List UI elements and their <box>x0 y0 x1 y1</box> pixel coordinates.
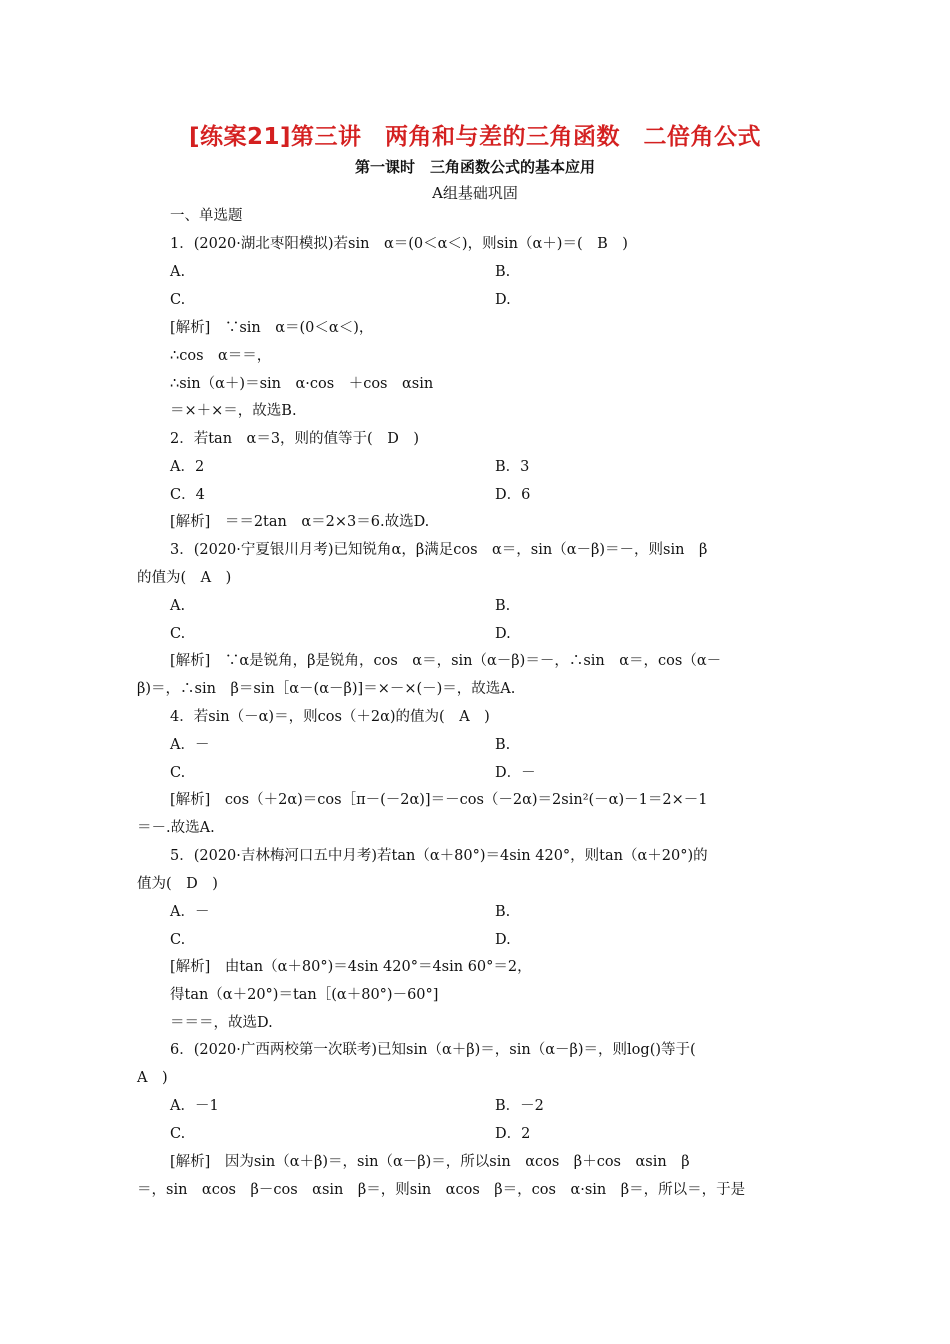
solution-line: [解析] 由tan（α＋80°)＝4sin 420°＝4sin 60°＝2， <box>170 959 532 975</box>
option-d: D．6 <box>495 487 531 503</box>
option-a: A．2 <box>170 459 205 475</box>
page-title: [练案21]第三讲 两角和与差的三角函数 二倍角公式 <box>188 124 762 150</box>
option-d: D．－ <box>495 765 536 781</box>
solution-line: [解析] ∵sin α＝(0＜α＜)， <box>170 320 374 336</box>
question-6: 6．(2020·广西两校第一次联考)已知sin（α＋β)＝，sin（α－β)＝，则log()等于( <box>170 1042 696 1058</box>
option-a: A. <box>170 264 186 280</box>
question-4: 4．若sin（－α)＝，则cos（＋2α)的值为( A ) <box>170 709 490 725</box>
solution-line: ∴sin（α＋)＝sin α·cos ＋cos αsin <box>170 376 434 392</box>
page-subtitle: 第一课时 三角函数公式的基本应用 <box>354 158 595 176</box>
option-d: D. <box>495 292 511 308</box>
option-b: B. <box>495 737 511 753</box>
solution-line: [解析] cos（＋2α)＝cos［π－(－2α)]＝－cos（－2α)＝2sin²(－α)－1＝2×－1 <box>170 792 708 808</box>
option-a: A．－ <box>170 737 210 753</box>
option-a: A. <box>170 598 186 614</box>
option-c: C. <box>170 292 186 308</box>
option-c: C. <box>170 626 186 642</box>
option-d: D. <box>495 932 511 948</box>
solution-line: ＝×＋×＝，故选B. <box>170 403 297 419</box>
solution-line: ＝－.故选A. <box>137 820 215 836</box>
option-b: B. <box>495 264 511 280</box>
question-3: 3．(2020·宁夏银川月考)已知锐角α，β满足cos α＝，sin（α－β)＝－，则sin β <box>170 542 708 558</box>
option-b: B. <box>495 904 511 920</box>
solution-line: ＝＝＝，故选D. <box>170 1015 273 1031</box>
option-b: B．3 <box>495 459 530 475</box>
solution-line: ∴cos α＝＝， <box>170 348 272 364</box>
option-a: A．－ <box>170 904 210 920</box>
solution-line: [解析] ∵α是锐角，β是锐角，cos α＝，sin（α－β)＝－，∴sin α＝，cos（α－ <box>170 653 722 669</box>
solution-line: 得tan（α＋20°)＝tan［(α＋80°)－60°] <box>170 987 439 1003</box>
solution-line: β)＝，∴sin β＝sin［α－(α－β)]＝×－×(－)＝，故选A. <box>137 681 516 697</box>
question-5: 5．(2020·吉林梅河口五中月考)若tan（α＋80°)＝4sin 420°，则tan（α＋20°)的 <box>170 848 708 864</box>
option-d: D．2 <box>495 1126 531 1142</box>
question-2: 2．若tan α＝3，则的值等于( D ) <box>170 431 419 447</box>
option-c: C．4 <box>170 487 205 503</box>
solution-line: ＝，sin αcos β－cos αsin β＝，则sin αcos β＝，cos α·sin β＝，所以＝，于是 <box>137 1182 746 1198</box>
group-heading: A组基础巩固 <box>432 184 518 202</box>
option-c: C. <box>170 932 186 948</box>
option-b: B．－2 <box>495 1098 544 1114</box>
section-heading: 一、单选题 <box>170 208 243 224</box>
question-1: 1．(2020·湖北枣阳模拟)若sin α＝(0＜α＜)，则sin（α＋)＝( B ) <box>170 236 628 252</box>
question-6-cont: A ) <box>137 1070 168 1086</box>
option-c: C. <box>170 765 186 781</box>
solution-line: [解析] ＝＝2tan α＝2×3＝6.故选D. <box>170 514 430 530</box>
question-5-cont: 值为( D ) <box>137 876 218 892</box>
option-a: A．－1 <box>170 1098 219 1114</box>
question-3-cont: 的值为( A ) <box>137 570 232 586</box>
option-c: C. <box>170 1126 186 1142</box>
solution-line: [解析] 因为sin（α＋β)＝，sin（α－β)＝，所以sin αcos β＋cos αsin β <box>170 1154 690 1170</box>
option-d: D. <box>495 626 511 642</box>
option-b: B. <box>495 598 511 614</box>
